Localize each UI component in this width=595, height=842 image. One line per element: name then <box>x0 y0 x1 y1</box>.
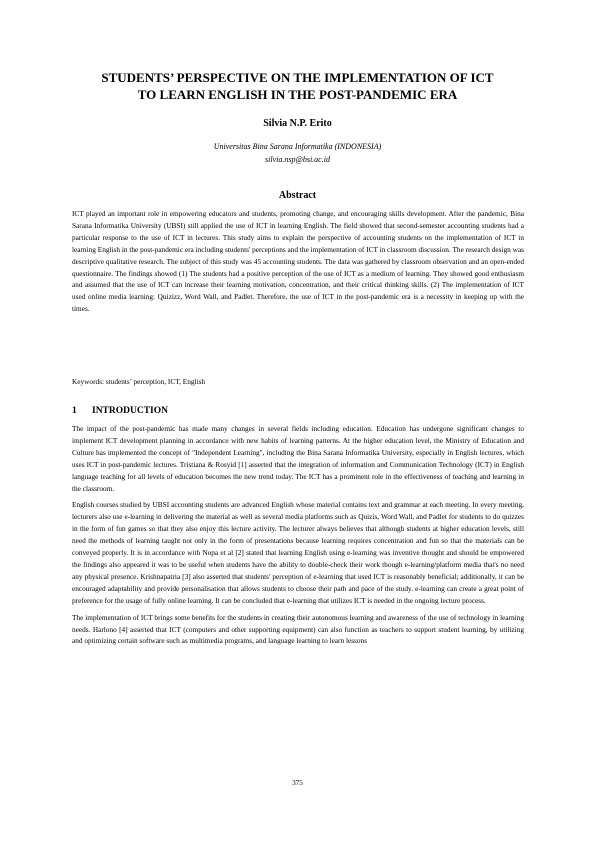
intro-paragraph-2: English courses studied by UBSI accounting students are advanced English whose material contains text and grammar at each meeting. In every meeting, lecturers also use e-learning in delivering the material as well as several media platforms such as Quizis, Word Wall, and Padlet for students to do quizzes in the form of fun games so that they also enjoy this lecture activity. The lecturer always believes that although students at higher education levels, still need the methods of learning taught not only in the form of presentations because learning requires concentration and fun so that the materials can be conveyed properly. It is in accordance with Nopa et al [2] stated that learning English using e-learning was inventive thought and should be empowered the findings also appeared it was to be useful when students have the ability to double-check their work though e-learning/platform media that's no need any physical presence. Krishnapatria [3] also asserted that students' perception of e-learning that used ICT is reasonably beneficial; additionally, it can be encouraged adaptability and provide personalisation that allows students to choose their path and pace of the study. e-learning can create a great point of preference for the usage of fully online learning. It can be concluded that e-learning that utilizes ICT is needed in the ongoing lecture process. <box>72 500 524 605</box>
paper-title <box>60 69 535 103</box>
introduction-body <box>72 423 524 652</box>
abstract-text: ICT played an important role in empowering educators and students, promoting change, and encouraging skills development. After the pandemic, Bina Sarana Informatika University (UBSI) still applied the use of ICT in learning English. The field showed that second-semester accounting students had a particular response to the use of ICT in lectures. This study aims to explain the perspective of accounting students on the implementation of ICT in learning English in the post-pandemic era including students' perceptions and the implementation of ICT in classroom discussion. The research design was descriptive qualitative research. The subject of this study was 45 accounting students. The data was gathered by classroom observation and an open-ended questionnaire. The findings showed (1) The students had a positive perception of the use of ICT as a medium of learning. They showed good enthusiasm and assumed that the use of ICT can increase their learning motivation, concentration, and their critical thinking skills. (2) The implementation of ICT used online media learning: Quizizz, Word Wall, and Padlet. Therefore, the use of ICT in the post-pandemic era is a necessity in keeping up with the times. <box>72 209 524 314</box>
section-number: 1 <box>72 406 77 416</box>
page-number: 375 <box>292 779 303 787</box>
intro-paragraph-3: The implementation of ICT brings some benefits for the students in creating their autonomous learning and awareness of the use of technology in learning needs. Harlono [4] asserted that ICT (computers and other supporting equipment) can also function as teachers to support student learning, by utilizing and optimizing certain software such as multimedia programs, and language learning to learn lessons <box>72 612 524 646</box>
paper-title-line-2: TO LEARN ENGLISH IN THE POST-PANDEMIC ERA <box>137 87 458 102</box>
keywords: Keywords: students’ perception, ICT, English <box>72 377 206 386</box>
author-email: silvia.nsp@bsi.ac.id <box>265 155 330 164</box>
author-name: Silvia N.P. Erito <box>263 118 332 129</box>
paper-title-line-1: STUDENTS’ PERSPECTIVE ON THE IMPLEMENTATION OF ICT <box>101 70 494 85</box>
intro-paragraph-1: The impact of the post-pandemic has made many changes in several fields including education. Education has undergone significant changes to implement ICT development planning in accordance with new habits of learning patterns. At the higher education level, the Ministry of Education and Culture has implemented the concept of "Independent Learning", including the Bina Sarana Informatika University, especially in English lectures, which uses ICT in post-pandemic lectures. Tristiana & Rosyid [1] asserted that the integration of information and Communication Technology (ICT) in English language teaching for all levels of education becomes the new trend today. The ICT has a prominent role in the effectiveness of teaching and learning in the classroom. <box>72 424 524 493</box>
affiliation: Universitas Bina Sarana Informatika (INDONESIA) <box>213 142 382 151</box>
section-heading-introduction <box>72 406 524 416</box>
author-affiliation-block <box>60 140 535 166</box>
section-title: INTRODUCTION <box>92 406 169 416</box>
abstract-heading: Abstract <box>278 190 317 201</box>
